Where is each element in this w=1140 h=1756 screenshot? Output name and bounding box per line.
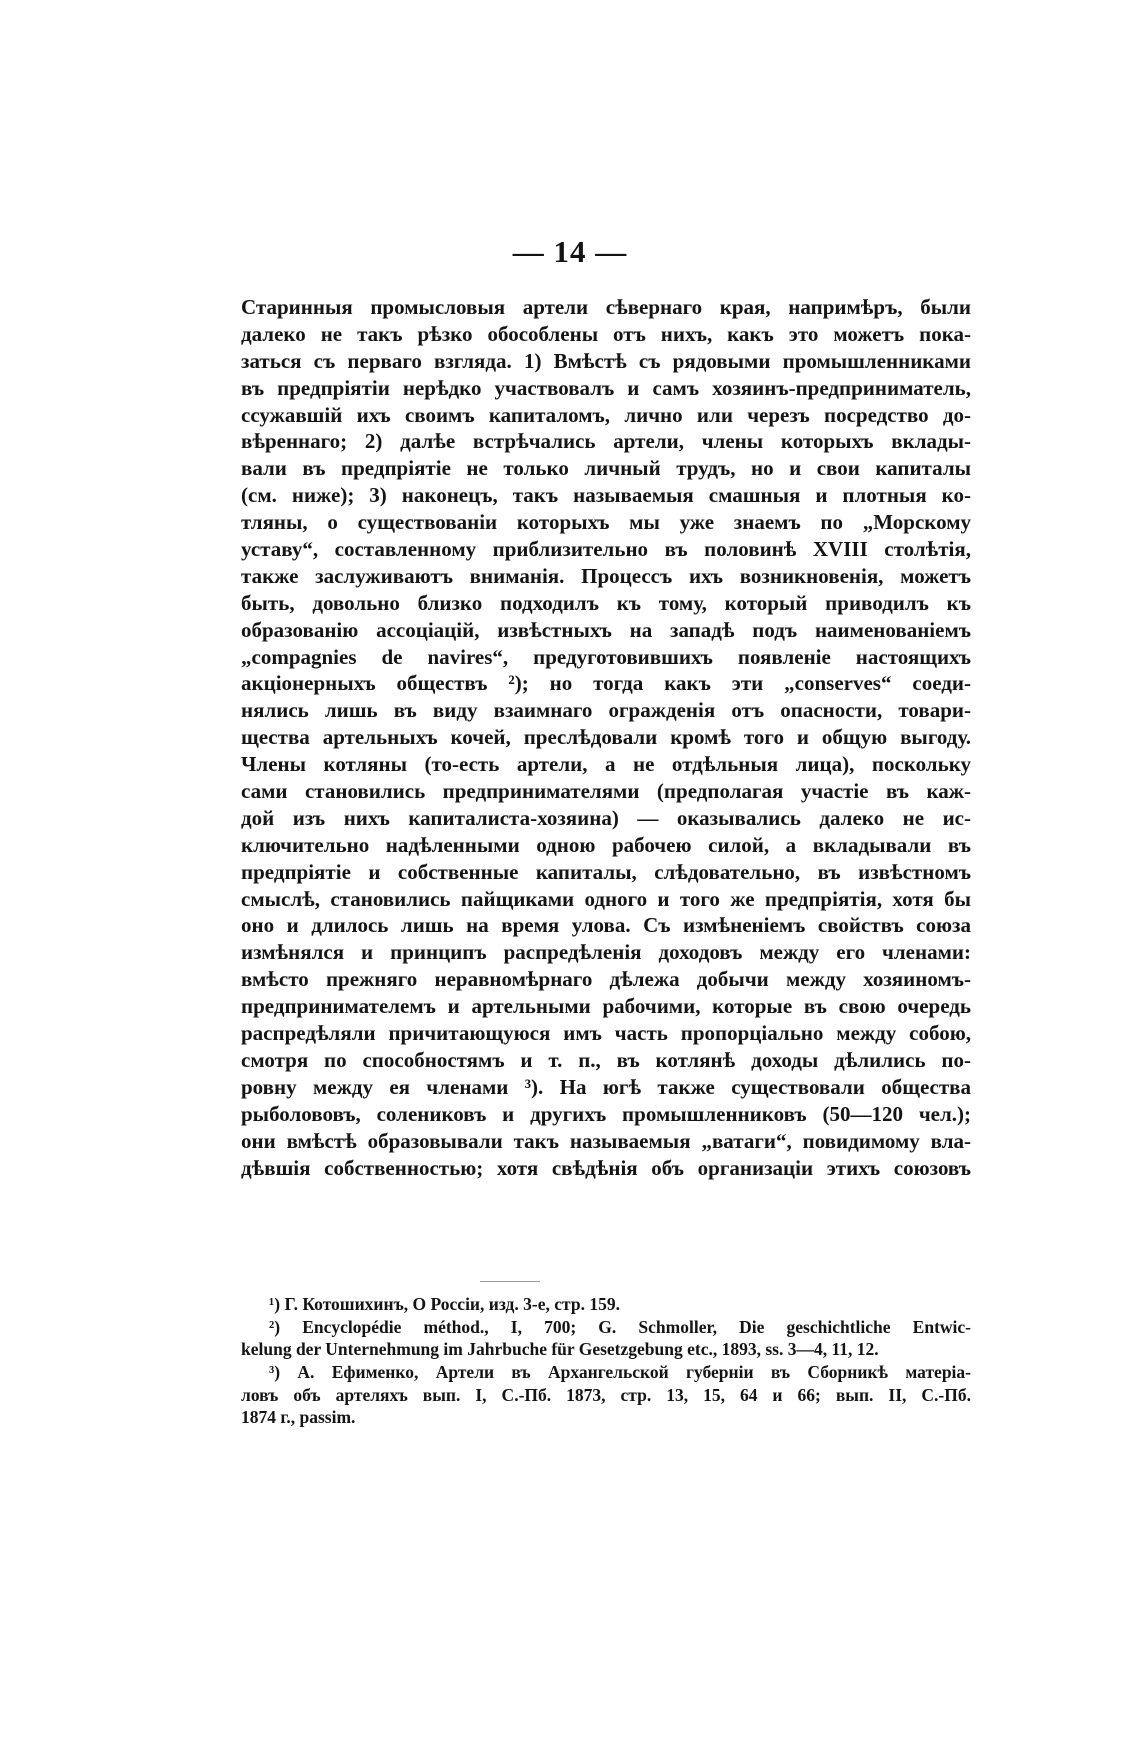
text-line: тляны, о существованіи которыхъ мы уже знаемъ по „Морскому [241,510,971,535]
text-line: образованію ассоціацій, извѣстныхъ на западѣ подъ наименованіемъ [241,617,971,642]
text-line: щества артельныхъ кочей, преслѣдовали кромѣ того и общую выгоду. [241,725,971,750]
footnote-line: 1874 г., passim. [241,1407,356,1428]
text-line: сами становились предпринимателями (предполагая участіе въ каж- [241,779,971,804]
text-line: предпринимателемъ и артельными рабочими, которые въ свою очередь [241,994,971,1019]
text-line: также заслуживаютъ вниманія. Процессъ ихъ возникновенія, можетъ [241,563,971,588]
text-line: вмѣсто прежняго неравномѣрнаго дѣлежа добычи между хозяиномъ- [241,967,971,992]
text-line: въ предпріятіи нерѣдко участвовалъ и самъ хозяинъ-предприниматель, [241,375,971,400]
text-line: ключительно надѣленными одною рабочею силой, а вкладывали въ [241,832,971,857]
text-line: распредѣляли причитающуюся имъ часть пропорціально между собою, [241,1021,971,1046]
footnote-line: ловъ объ артеляхъ вып. I, С.-Пб. 1873, стр. 13, 15, 64 и 66; вып. II, С.-Пб. [241,1384,971,1405]
footnote-line: ¹) Г. Котошихинъ, О Россіи, изд. 3-е, стр. 159. [269,1294,620,1314]
footnote-line: ²) Encyclopédie méthod., I, 700; G. Schmoller, Die geschichtliche Entwic- [269,1316,971,1337]
footnotes [241,1293,971,1429]
text-line: дой изъ нихъ капиталиста-хозяина) — оказывались далеко не ис- [241,805,971,830]
text-line: „compagnies de navires“, предуготовившихъ появленіе настоящихъ [241,644,971,669]
text-line: смотря по способностямъ и т. п., въ котлянѣ доходы дѣлились по- [241,1047,971,1072]
footnote-divider [480,1281,540,1282]
footnote-2 [241,1316,971,1361]
text-line: измѣнялся и принципъ распредѣленія доходовъ между его членами: [241,940,971,965]
text-line: акціонерныхъ обществъ ²); но тогда какъ эти „conserves“ соеди- [241,671,971,696]
text-line: оно и длилось лишь на время улова. Съ измѣненіемъ свойствъ союза [241,913,971,938]
text-line: нялись лишь въ виду взаимнаго огражденія отъ опасности, товари- [241,698,971,723]
footnote-line: kelung der Unternehmung im Jahrbuche für Gesetzgebung etc., 1893, ss. 3—4, 11, 12. [241,1339,879,1360]
text-line: далеко не такъ рѣзко обособлены отъ нихъ, какъ это можетъ пока- [241,321,971,346]
text-line: ссужавшій ихъ своимъ капиталомъ, лично или черезъ посредство до- [241,402,971,427]
text-line: Старинныя промысловыя артели сѣвернаго края, напримѣръ, были [241,295,971,319]
text-line: предпріятіе и собственные капиталы, слѣдовательно, въ извѣстномъ [241,859,971,884]
footnote-3 [241,1361,971,1429]
text-line: вали въ предпріятіе не только личный трудъ, но и свои капиталы [241,456,971,481]
text-line: (см. ниже); 3) наконецъ, такъ называемыя смашныя и плотныя ко- [241,483,971,508]
text-line: вѣреннаго; 2) далѣе встрѣчались артели, члены которыхъ вклады- [241,429,971,454]
text-line: быть, довольно близко подходилъ къ тому, который приводилъ къ [241,590,971,615]
text-line: уставу“, составленному приблизительно въ половинѣ XVIII столѣтія, [241,537,971,562]
footnote-1 [241,1293,971,1316]
page-number: — 14 — [512,234,628,269]
text-line: они вмѣстѣ образовывали такъ называемыя „ватаги“, повидимому вла- [241,1128,971,1153]
text-line: заться съ перваго взгляда. 1) Вмѣстѣ съ рядовыми промышленниками [241,348,971,373]
footnote-line: ³) А. Ефименко, Артели въ Архангельской губерніи въ Сборникѣ матеріа- [269,1362,971,1383]
text-line: ровну между ея членами ³). На югѣ также существовали общества [241,1074,971,1099]
text-line: Члены котляны (то-есть артели, а не отдѣльныя лица), поскольку [241,752,971,777]
text-line: рыболововъ, солениковъ и другихъ промышленниковъ (50—120 чел.); [241,1101,971,1126]
main-paragraph [241,294,971,1181]
text-line: смыслѣ, становились пайщиками одного и того же предпріятія, хотя бы [241,886,971,911]
text-line: дѣвшія собственностью; хотя свѣдѣнія объ организаціи этихъ союзовъ [241,1155,971,1180]
